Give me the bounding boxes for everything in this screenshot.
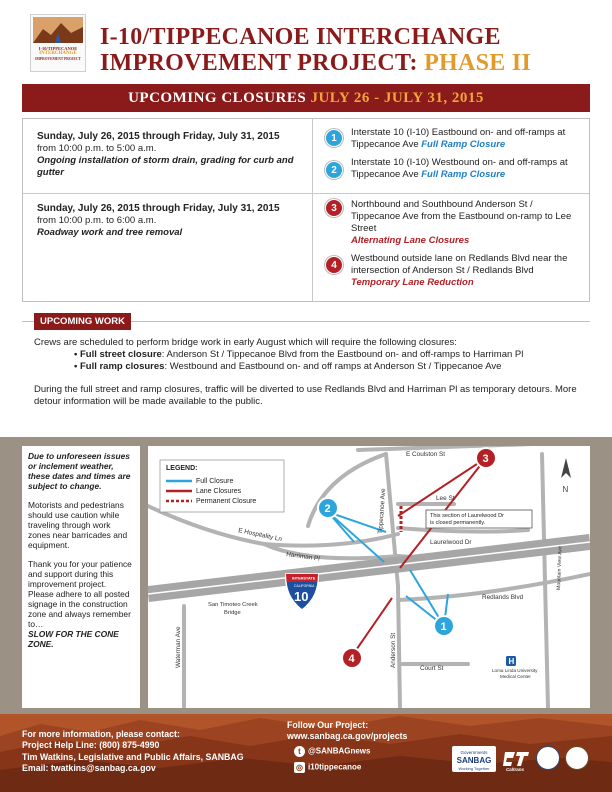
advisory-slogan: SLOW FOR THE CONE ZONE.: [28, 629, 119, 649]
north-arrow-icon: [561, 458, 571, 494]
north-label: N: [562, 485, 569, 494]
caltrans-logo: [501, 746, 531, 772]
label-mountain-view: Mountain View Ave: [556, 545, 564, 591]
closure-item-tag: Full Ramp Closure: [421, 139, 506, 150]
label-lee: Lee St: [436, 495, 455, 502]
label-tippecanoe: Tippecanoe Ave: [377, 488, 388, 535]
map-marker-1-label: 1: [440, 621, 447, 633]
shield-state-text: CALIFORNIA: [294, 584, 315, 588]
map-marker-4: [342, 648, 362, 668]
closure-item-tag: Alternating Lane Closures: [351, 235, 470, 246]
page-title: [100, 24, 531, 76]
banner-dates: JULY 26 - JULY 31, 2015: [310, 90, 484, 106]
map-legend: [160, 460, 284, 512]
map-marker-3: [476, 448, 496, 468]
contact-heading: For more information, please contact:: [22, 729, 180, 739]
twitter-handle: @SANBAGnews: [308, 746, 371, 756]
shield-number: 10: [294, 589, 309, 604]
sanbag-logo-sub: Working Together: [458, 766, 490, 771]
title-line-2-main: IMPROVEMENT PROJECT:: [100, 50, 425, 76]
map-marker-2: [318, 498, 338, 518]
advisory-safety: Motorists and pedestrians should use caution while traveling through work zones near barricades and equipment.: [28, 500, 128, 550]
closure-schedule-1: [37, 131, 305, 179]
closure-item-text: Interstate 10 (I-10) Eastbound on- and off-ramps at Tippecanoe Ave: [351, 127, 566, 150]
sanbag-logo: [452, 746, 496, 772]
advisory-note: [22, 446, 140, 708]
label-loma-linda-line: Medical Center: [500, 674, 531, 679]
interstate-shield-icon: [286, 574, 318, 610]
legend-lane: Lane Closures: [196, 488, 242, 495]
sanbag-logo-name: SANBAG: [456, 756, 492, 765]
advisory-disclaimer: Due to unforeseen issues or inclement weather, these dates and times are subject to change.: [28, 451, 131, 491]
map-marker-3-label: 3: [482, 453, 489, 465]
bullet-text: : Anderson St / Tippecanoe Blvd from the Eastbound on- and off-ramps to Harriman Pl: [161, 349, 524, 361]
instagram-link[interactable]: [294, 762, 361, 773]
label-coulston: E Coulston St: [406, 451, 446, 458]
sanbag-logo-top: Governments: [460, 750, 488, 755]
instagram-handle: i10tippecanoe: [308, 762, 362, 772]
footer-follow: [287, 720, 407, 743]
closure-item-2: [351, 157, 577, 181]
closure-date: Sunday, July 26, 2015 through Friday, July 31, 2015: [37, 131, 280, 142]
road-laurelwood: [398, 528, 528, 532]
follow-heading: Follow Our Project:: [287, 720, 369, 730]
label-san-timoteo-line: Bridge: [224, 610, 241, 616]
legend-title: LEGEND:: [166, 465, 198, 472]
label-harriman: Harriman Pl: [285, 551, 321, 563]
closure-description: Ongoing installation of storm drain, grading for curb and gutter: [37, 155, 294, 178]
closure-time: from 10:00 p.m. to 6:00 a.m.: [37, 215, 157, 226]
label-anderson: Anderson St: [390, 632, 397, 668]
bullet-label: • Full ramp closures: [74, 361, 165, 373]
closure-marker-4: 4: [325, 256, 343, 274]
closure-time: from 10:00 p.m. to 5:00 a.m.: [37, 143, 157, 154]
closure-item-tag: Temporary Lane Reduction: [351, 277, 474, 288]
closure-date: Sunday, July 26, 2015 through Friday, July 31, 2015: [37, 203, 280, 214]
road-coulston: [358, 446, 590, 450]
project-logo: [30, 14, 86, 72]
twitter-icon: t: [294, 746, 305, 757]
label-waterman: Waterman Ave: [175, 626, 182, 668]
column-divider: [312, 119, 313, 301]
closure-marker-1: 1: [325, 129, 343, 147]
caltrans-wordmark: Caltrans: [506, 767, 525, 772]
closures-banner: [22, 84, 590, 112]
label-court: Court St: [420, 665, 444, 672]
advisory-thanks: Thank you for your patience and support during this improvement project. Please adhere to all posted signage in the construction zone and always remember to…: [28, 559, 132, 629]
logo-line-3: IMPROVEMENT PROJECT: [35, 56, 81, 61]
closure-item-text: Westbound outside lane on Redlands Blvd near the intersection of Anderson St / Redlands Blvd: [351, 253, 568, 276]
row-divider-right: [313, 193, 589, 194]
label-hospitality: E Hospitality Ln: [237, 527, 283, 544]
row-divider-left: [23, 193, 312, 194]
legend-permanent: Permanent Closure: [196, 498, 257, 505]
closure-item-tag: Full Ramp Closure: [421, 169, 506, 180]
upcoming-work-heading: UPCOMING WORK: [34, 313, 131, 330]
upcoming-work-bullet-2: [34, 361, 582, 373]
title-line-2: [100, 50, 531, 76]
twitter-link[interactable]: [294, 746, 370, 757]
logo-mountain-graphic: [33, 17, 83, 43]
instagram-icon: ◎: [294, 762, 305, 773]
logo-line-2: INTERCHANGE: [39, 51, 77, 57]
upcoming-work-body: [34, 337, 582, 408]
closure-marker-2: 2: [325, 161, 343, 179]
map-marker-1: [434, 616, 454, 636]
upcoming-work-intro: Crews are scheduled to perform bridge work in early August which will require the following closures:: [34, 337, 457, 348]
map-marker-4-label: 4: [348, 653, 355, 665]
closure-map: [148, 446, 590, 708]
closure-item-text: Interstate 10 (I-10) Westbound on- and off-ramps at Tippecanoe Ave: [351, 157, 568, 180]
legend-full: Full Closure: [196, 478, 234, 485]
city-seal-2-icon: [565, 746, 589, 770]
label-redlands: Redlands Blvd: [482, 594, 524, 601]
banner-label: UPCOMING CLOSURES: [128, 90, 311, 106]
upcoming-work-bullet-1: [34, 349, 582, 361]
contact-email[interactable]: Email: twatkins@sanbag.ca.gov: [22, 763, 156, 774]
closure-marker-3: 3: [325, 199, 343, 217]
label-san-timoteo-line: San Timoteo Creek: [208, 602, 258, 608]
title-phase: PHASE II: [424, 50, 532, 76]
footer-contact: [22, 729, 244, 775]
closures-table: [22, 118, 590, 302]
project-url-link[interactable]: www.sanbag.ca.gov/projects: [287, 731, 408, 742]
label-laurelwood: Laurelwood Dr: [430, 539, 472, 546]
hospital-icon-glyph: H: [508, 657, 515, 666]
laurelwood-callout: [426, 510, 532, 528]
contact-helpline[interactable]: Project Help Line: (800) 875-4990: [22, 740, 160, 751]
shield-top-text: INTERSTATE: [292, 576, 316, 581]
bullet-label: • Full street closure: [74, 349, 162, 361]
bullet-text: : Westbound and Eastbound on- and off ramps at Anderson St / Tippecanoe Ave: [164, 361, 502, 373]
closure-item-1: [351, 127, 577, 151]
closure-schedule-2: [37, 203, 305, 239]
label-loma-linda: [492, 668, 539, 679]
closure-item-3: [351, 199, 577, 247]
map-marker-2-label: 2: [324, 503, 331, 515]
callout-text-line: This section of Laurelwood Dr: [430, 513, 504, 519]
hospital-icon: [506, 656, 516, 666]
title-line-1: I-10/TIPPECANOE INTERCHANGE: [100, 24, 501, 50]
road-anderson: [398, 586, 400, 708]
contact-name: Tim Watkins, Legislative and Public Affairs, SANBAG: [22, 751, 244, 762]
callout-text-line: is closed permanently.: [430, 520, 486, 526]
label-san-timoteo: [208, 602, 259, 616]
caltrans-logo-mark: [501, 746, 531, 772]
closure-description: Roadway work and tree removal: [37, 227, 183, 238]
city-seal-1-icon: [536, 746, 560, 770]
upcoming-work-detour: During the full street and ramp closures, traffic will be diverted to use Redlands Blvd and Harriman Pl as temporary detours. More detour information will be made available to the public.: [34, 383, 577, 407]
closure-item-text: Northbound and Southbound Anderson St / Tippecanoe Ave from the Eastbound on-ramp to Lee Street: [351, 199, 572, 234]
label-loma-linda-line: Loma Linda University: [492, 668, 538, 673]
logo-line-1: I-10/TIPPECANOE: [38, 46, 78, 51]
closure-item-4: [351, 253, 577, 289]
